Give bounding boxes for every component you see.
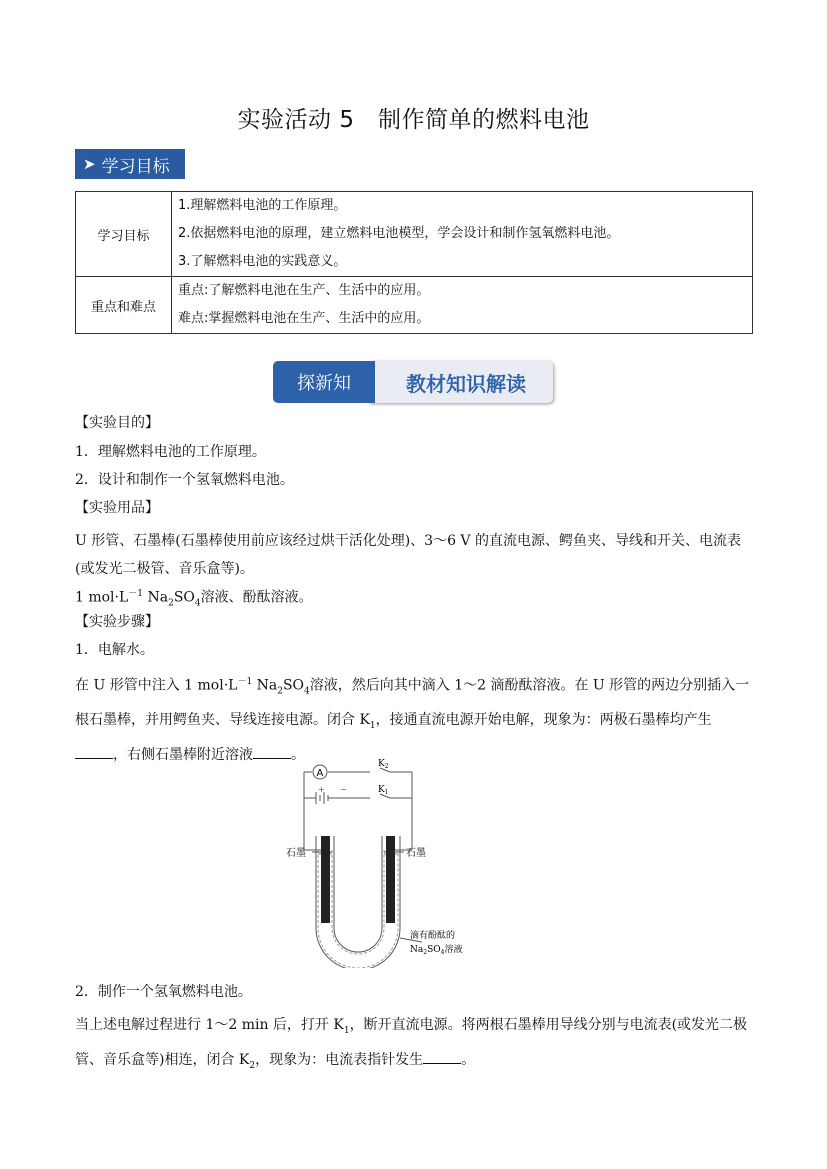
reagents-list <box>75 584 755 613</box>
table-header-cell: 学习目标 <box>76 192 172 277</box>
text-run: Na <box>410 945 424 955</box>
banner-right-text: 教材知识解读 <box>406 371 526 396</box>
step-1-description <box>75 668 755 770</box>
answer-blank <box>423 1049 461 1064</box>
text-run: 溶液，然后向其中滴入 1～2 滴酚酞溶液。在 U 形管的两边分别插入一根石墨棒，并用鳄鱼夹、导线连接电源。闭合 K <box>75 677 750 729</box>
text-sub: 1 <box>369 721 376 732</box>
step-title: 1．电解水。 <box>75 642 154 658</box>
section-tag-label: 学习目标 <box>101 156 170 177</box>
answer-blank <box>75 744 113 759</box>
text-sup: －1 <box>237 677 253 687</box>
table-cell <box>172 192 753 277</box>
text-sub: 2 <box>423 949 428 956</box>
section-banner <box>273 361 553 403</box>
section-tag-learning-goals <box>75 149 185 179</box>
goal-item: 1.理解燃料电池的工作原理。 <box>178 198 347 213</box>
switch-k1-label <box>378 785 389 796</box>
text-run: ，现象为：电流表指针发生 <box>255 1051 424 1068</box>
text-sup: －1 <box>128 589 144 599</box>
text-run: SO <box>427 945 441 955</box>
answer-blank <box>253 744 291 759</box>
text-sub: 4 <box>194 598 201 609</box>
text-sub: 1 <box>384 789 389 796</box>
text-run: 在 U 形管中注入 1 mol·L <box>75 677 238 694</box>
chevron-right-icon: ➤ <box>83 155 96 173</box>
purpose-heading: 【实验目的】 <box>75 415 159 431</box>
text-run: Na <box>143 589 169 606</box>
battery-plus-label: + <box>318 785 325 794</box>
text-run: 当上述电解过程进行 1～2 min 后，打开 K <box>75 1017 344 1033</box>
materials-heading: 【实验用品】 <box>75 500 159 516</box>
right-graphite-rod <box>386 836 395 923</box>
text-sub: 2 <box>384 763 389 770</box>
table-row <box>76 192 753 277</box>
banner-left-label: 探新知 <box>273 361 375 403</box>
text-sub: 4 <box>304 686 310 697</box>
text-run: 。 <box>291 747 305 764</box>
text-sub: 2 <box>277 686 283 697</box>
text-run: ，断开直流电源。将两根石墨棒用导线分别与电流表(或发光二极管、音乐盒等)相连，闭合 K <box>75 1017 748 1068</box>
goal-item: 3.了解燃料电池的实践意义。 <box>178 254 347 269</box>
text-sub: 2 <box>249 1060 256 1071</box>
key-point-item: 重点:了解燃料电池在生产、生活中的应用。 <box>178 283 430 298</box>
text-run: 溶液 <box>444 945 463 955</box>
text-run: SO <box>173 589 195 606</box>
text-run: ，接通直流电源开始电解，现象为：两极石墨棒均产生 <box>375 712 712 729</box>
text-run: 1 mol·L <box>75 589 129 606</box>
text-run: 溶液、酚酞溶液。 <box>200 589 313 606</box>
ammeter-label: A <box>316 768 324 779</box>
text-run: SO <box>282 677 305 694</box>
switch-k2-label <box>378 759 389 770</box>
table-row <box>76 277 753 334</box>
step-title: 2．制作一个氢氧燃料电池。 <box>75 984 252 1000</box>
text-run: ，右侧石墨棒附近溶液 <box>113 747 253 764</box>
right-electrode-label: 石墨 <box>406 848 426 859</box>
left-electrode-label: 石墨 <box>286 848 306 859</box>
table-cell <box>172 277 753 334</box>
solution-label-line1: 滴有酚酞的 <box>410 931 456 941</box>
step-2-description <box>75 1011 755 1081</box>
text-sub: 4 <box>440 949 445 956</box>
text-sub: 2 <box>168 598 174 609</box>
text-run: Na <box>252 677 278 694</box>
steps-heading: 【实验步骤】 <box>75 614 159 630</box>
battery-minus-label: − <box>340 785 347 794</box>
text-run: K <box>378 785 385 795</box>
text-run: K <box>378 759 385 769</box>
text-run: 。 <box>461 1051 476 1068</box>
purpose-item: 1．理解燃料电池的工作原理。 <box>75 444 266 460</box>
goals-table <box>75 191 753 334</box>
banner-right-label <box>369 361 553 403</box>
table-header-cell: 重点和难点 <box>76 277 172 334</box>
page-title: 实验活动 5 制作简单的燃料电池 <box>237 107 590 133</box>
materials-list: U 形管、石墨棒(石墨棒使用前应该经过烘干活化处理)、3～6 V 的直流电源、鳄鱼夹、导线和开关、电流表(或发光二极管、音乐盒等)。 <box>75 533 741 577</box>
goal-item: 2.依据燃料电池的原理，建立燃料电池模型，学会设计和制作氢氧燃料电池。 <box>178 226 620 241</box>
solution-label-line2 <box>410 943 462 956</box>
left-graphite-rod <box>321 836 330 923</box>
electrolysis-diagram <box>282 758 482 968</box>
key-point-item: 难点:掌握燃料电池在生产、生活中的应用。 <box>178 311 430 326</box>
purpose-item: 2．设计和制作一个氢氧燃料电池。 <box>75 472 294 488</box>
text-sub: 1 <box>343 1025 350 1036</box>
